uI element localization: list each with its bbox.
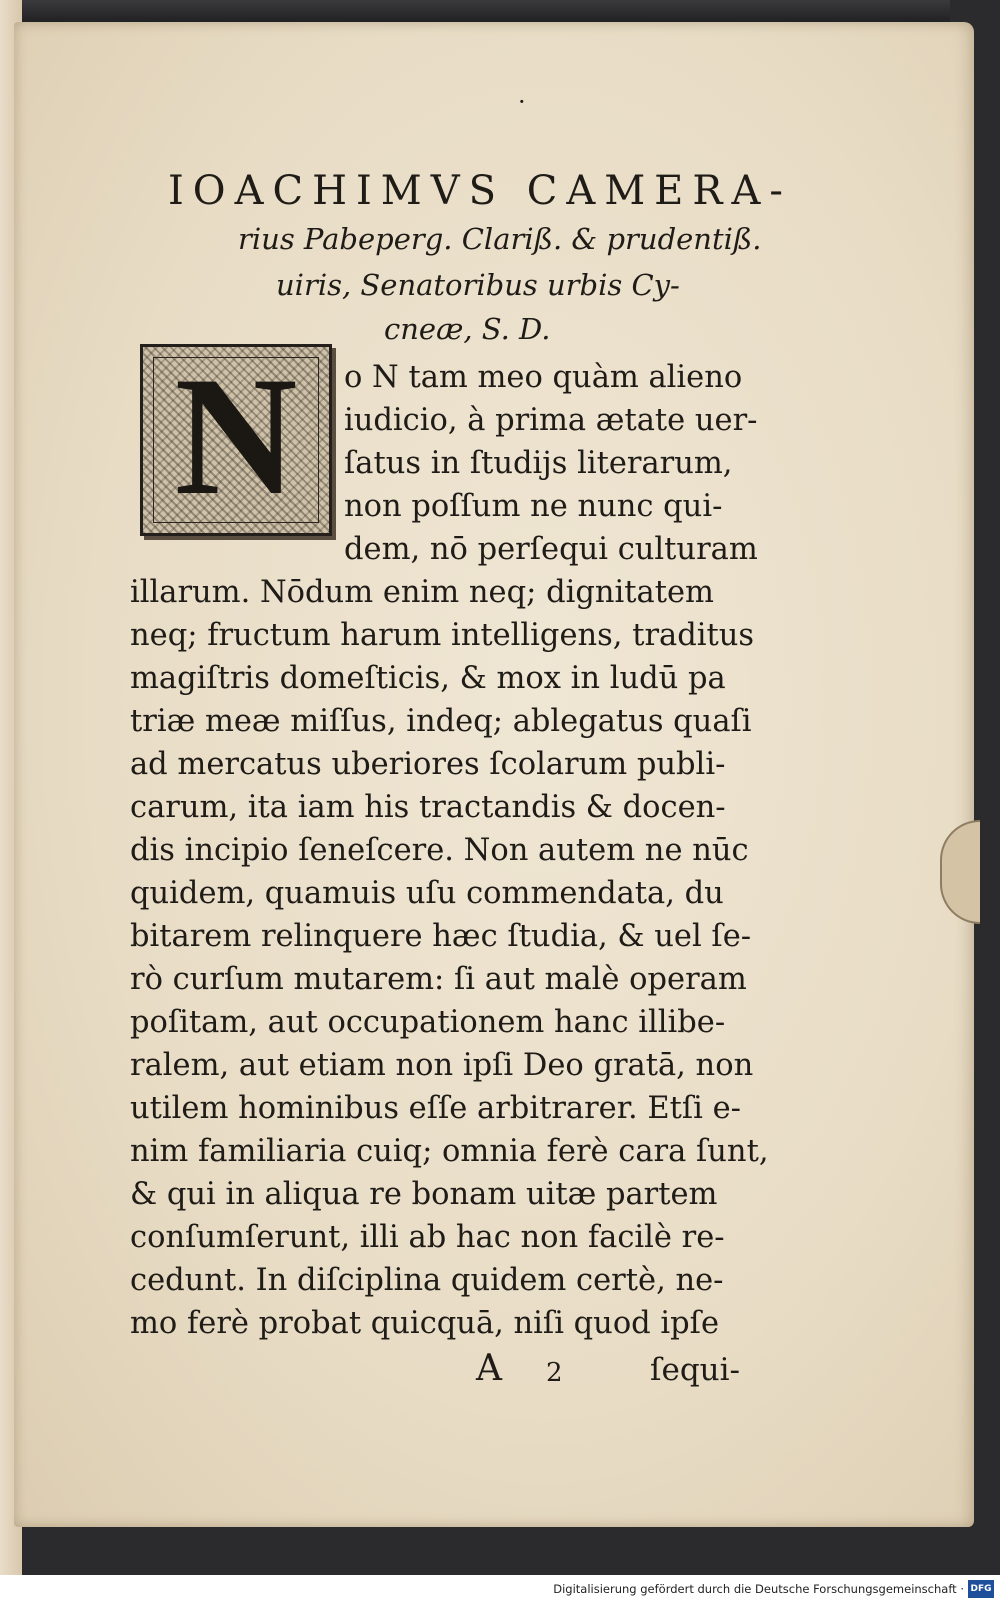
body-line: magiſtris domeſticis, & mox in ludū pa: [130, 661, 726, 696]
body-line: dem, nō perſequi culturam: [344, 532, 758, 567]
body-line: dis incipio ſeneſcere. Non autem ne nūc: [130, 833, 749, 868]
body-line: illarum. Nōdum enim neq; dignitatem: [130, 575, 714, 610]
body-line: poſitam, aut occupationem hanc illibe-: [130, 1005, 726, 1040]
initial-letter: N: [174, 342, 298, 530]
body-line: bitarem relinquere hæc ſtudia, & uel ſe-: [130, 919, 752, 954]
signature-number: 2: [546, 1358, 563, 1388]
body-line-last: mo ferè probat quicquā, niſi quod ipſe: [130, 1306, 720, 1341]
body-line: carum, ita iam his tractandis & docen-: [130, 790, 726, 825]
body-line: ſatus in ſtudijs literarum,: [344, 446, 733, 481]
heading-line-2: rius Pabeperg. Clariß. & prudentiß.: [238, 222, 762, 256]
body-line: conſumſerunt, illi ab hac non facilè re-: [130, 1220, 725, 1255]
heading-line-4: cneæ, S. D.: [384, 312, 551, 346]
body-line: & qui in aliqua re bonam uitæ partem: [130, 1177, 718, 1212]
body-line: ad mercatus uberiores ſcolarum publi-: [130, 747, 726, 782]
body-line: non poſſum ne nunc qui-: [344, 489, 723, 524]
body-line: utilem hominibus eſſe arbitrarer. Etſi e-: [130, 1091, 741, 1126]
heading-line-1: IOACHIMVS CAMERA-: [168, 168, 792, 214]
body-line: cedunt. In diſciplina quidem certè, ne-: [130, 1263, 724, 1298]
body-line: triæ meæ miſſus, indeq; ablegatus quaſi: [130, 704, 752, 739]
catchword: ſequi-: [650, 1352, 741, 1388]
dfg-logo: DFG: [968, 1580, 994, 1598]
body-line: quidem, quamuis uſu commendata, du: [130, 876, 724, 911]
body-line: o N tam meo quàm alieno: [344, 360, 743, 395]
decorated-initial: [140, 344, 332, 536]
stray-mark: ·: [518, 88, 526, 116]
signature-letter: A: [476, 1348, 502, 1389]
body-line: ralem, aut etiam non ipſi Deo gratā, non: [130, 1048, 754, 1083]
body-line: nim familiaria cuiq; omnia ferè cara ſunt,: [130, 1134, 769, 1169]
body-line: iudicio, à prima ætate uer-: [344, 403, 758, 438]
body-line: neq; fructum harum intelligens, traditus: [130, 618, 755, 653]
funding-credit: Digitalisierung gefördert durch die Deutsche Forschungsgemeinschaft ·: [553, 1582, 964, 1596]
heading-line-3: uiris, Senatoribus urbis Cy-: [276, 268, 680, 302]
body-line: rò curſum mutarem: ſi aut malè operam: [130, 962, 747, 997]
